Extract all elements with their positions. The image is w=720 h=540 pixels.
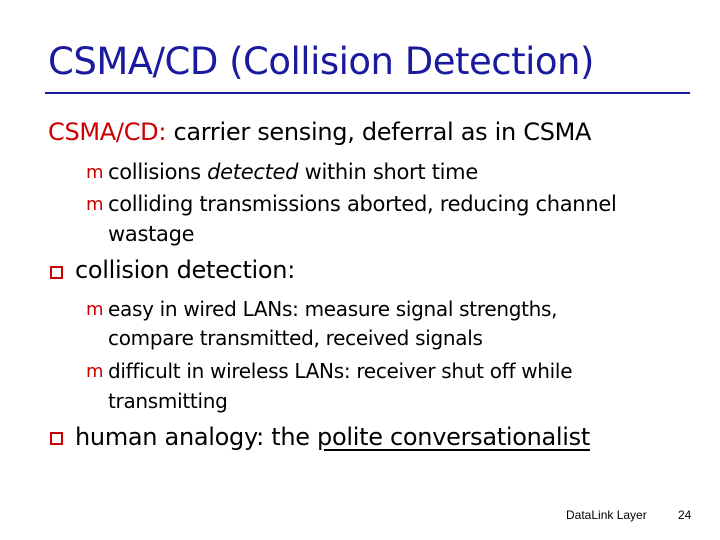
cd-point-1-line-1: easy in wired LANs: measure signal strengths, <box>108 297 558 321</box>
square-bullet-icon <box>50 432 63 445</box>
title-underline <box>45 92 690 94</box>
cd-point-2-line-1: difficult in wireless LANs: receiver shut off while <box>108 359 573 383</box>
cd-point-1-line-2: compare transmitted, received signals <box>108 326 483 350</box>
intro-point-2-line-2: wastage <box>108 222 195 246</box>
circle-bullet-icon: m <box>86 194 104 215</box>
cd-point-2-line-2: transmitting <box>108 389 228 413</box>
square-bullet-icon <box>50 266 63 279</box>
intro-point-1-c: within short time <box>298 160 478 184</box>
analogy-line <box>75 423 590 451</box>
intro-point-1-a: collisions <box>108 160 208 184</box>
page-number: 24 <box>678 508 692 522</box>
intro-label: CSMA/CD: <box>48 118 167 146</box>
intro-line <box>48 118 591 146</box>
footer-section: DataLink Layer <box>566 508 647 522</box>
analogy-prefix: human analogy: the <box>75 423 318 451</box>
collision-detection-heading: collision detection: <box>75 256 296 284</box>
intro-text: carrier sensing, deferral as in CSMA <box>166 118 592 146</box>
circle-bullet-icon: m <box>86 299 104 320</box>
circle-bullet-icon: m <box>86 361 104 382</box>
intro-point-1-emphasis: detected <box>207 160 299 184</box>
circle-bullet-icon: m <box>86 162 104 183</box>
analogy-underlined: polite conversationalist <box>317 423 590 451</box>
intro-point-1 <box>108 160 478 184</box>
slide-title: CSMA/CD (Collision Detection) <box>48 40 594 83</box>
intro-point-2-line-1: colliding transmissions aborted, reducing channel <box>108 192 617 216</box>
